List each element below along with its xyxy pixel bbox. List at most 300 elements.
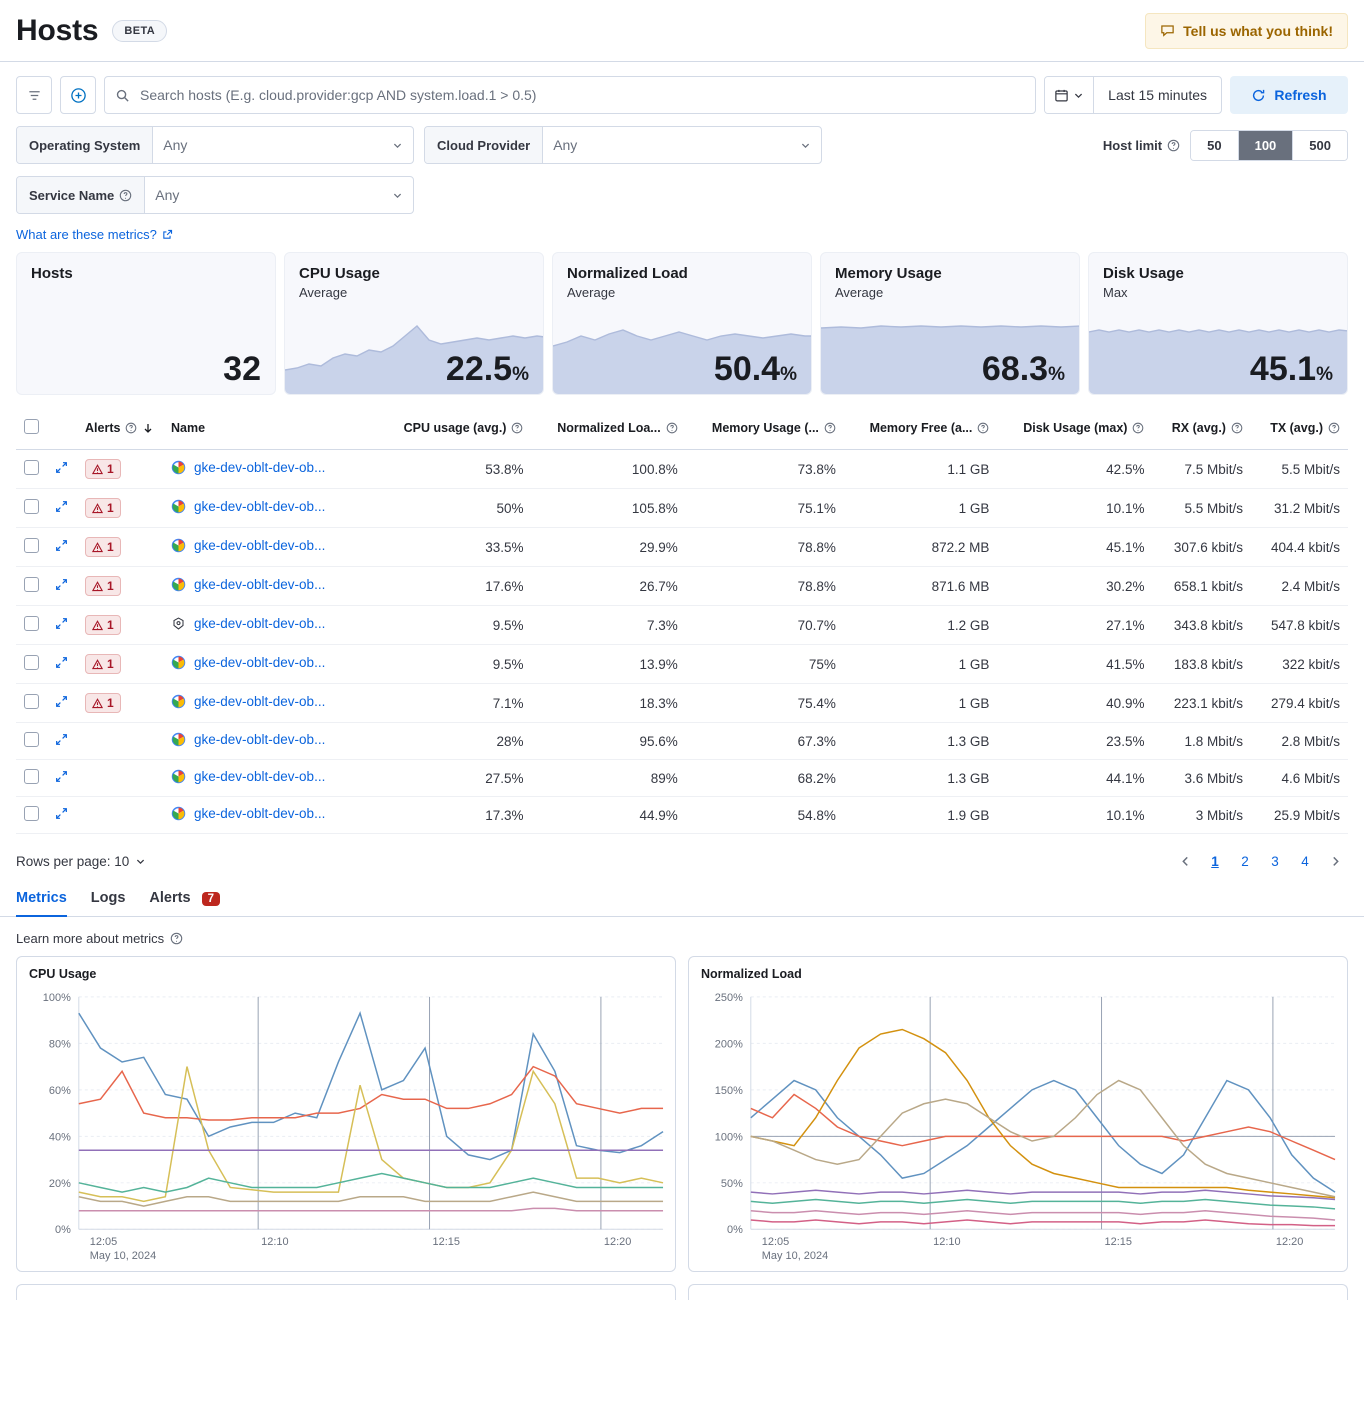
alert-count-badge[interactable] — [85, 693, 121, 713]
row-expand-cell — [47, 528, 77, 567]
row-tx: 404.4 kbit/s — [1251, 528, 1348, 567]
svg-text:100%: 100% — [42, 991, 71, 1004]
cloud-provider-selected: Any — [553, 137, 578, 153]
th-select-all — [16, 411, 47, 450]
question-circle-icon[interactable] — [977, 422, 989, 434]
chart-area[interactable] — [689, 983, 1347, 1271]
th-disk-label: Disk Usage (max) — [1023, 421, 1128, 435]
row-select-cell — [16, 450, 47, 489]
calendar-icon — [1054, 88, 1069, 103]
row-expand-cell — [47, 645, 77, 684]
kpi-row — [0, 242, 1364, 395]
row-checkbox[interactable] — [24, 694, 39, 709]
th-alerts[interactable] — [77, 411, 163, 450]
chevron-down-icon — [392, 190, 403, 201]
row-normalized-load: 44.9% — [531, 797, 685, 834]
table-row[interactable] — [16, 760, 1348, 797]
chevron-down-icon — [800, 140, 811, 151]
row-normalized-load: 100.8% — [531, 450, 685, 489]
row-select-cell — [16, 723, 47, 760]
alert-count-badge[interactable] — [85, 654, 121, 674]
row-memory-usage: 75.1% — [686, 489, 844, 528]
chevron-down-icon — [135, 856, 146, 867]
kpi-hosts — [16, 252, 276, 395]
row-memory-usage: 73.8% — [686, 450, 844, 489]
question-circle-icon[interactable] — [170, 932, 183, 945]
warning-triangle-icon — [92, 503, 103, 514]
table-row[interactable] — [16, 684, 1348, 723]
row-cpu-usage: 17.6% — [378, 567, 531, 606]
table-row[interactable] — [16, 645, 1348, 684]
row-normalized-load: 26.7% — [531, 567, 685, 606]
alert-count-badge[interactable] — [85, 576, 121, 596]
row-expand-cell — [47, 760, 77, 797]
alert-count-badge[interactable] — [85, 537, 121, 557]
row-cpu-usage: 53.8% — [378, 450, 531, 489]
what-are-these-metrics-link[interactable] — [16, 227, 173, 242]
svg-text:40%: 40% — [48, 1131, 71, 1144]
row-name-cell — [163, 645, 378, 684]
filters-bar — [0, 62, 1364, 214]
row-alerts-cell — [77, 797, 163, 834]
alert-count: 1 — [107, 501, 114, 515]
row-rx: 343.8 kbit/s — [1152, 606, 1251, 645]
svg-text:0%: 0% — [726, 1224, 743, 1237]
row-checkbox[interactable] — [24, 538, 39, 553]
row-name-cell — [163, 567, 378, 606]
beta-badge: BETA — [112, 20, 167, 42]
operating-system-value[interactable] — [153, 127, 413, 163]
gcp-icon — [171, 577, 186, 592]
comment-icon — [1160, 23, 1175, 38]
question-circle-icon[interactable] — [1328, 422, 1340, 434]
row-tx: 547.8 kbit/s — [1251, 606, 1348, 645]
th-rx-label: RX (avg.) — [1171, 421, 1226, 435]
host-limit-option-500[interactable]: 500 — [1293, 131, 1347, 160]
row-memory-free: 1 GB — [844, 489, 997, 528]
row-rx: 307.6 kbit/s — [1152, 528, 1251, 567]
row-select-cell — [16, 797, 47, 834]
chevron-down-icon — [392, 140, 403, 151]
alert-count: 1 — [107, 462, 114, 476]
kpi-value — [446, 352, 529, 386]
row-disk-usage: 27.1% — [997, 606, 1152, 645]
gcp-icon — [171, 769, 186, 784]
alert-count: 1 — [107, 657, 114, 671]
cloud-provider-value[interactable] — [543, 127, 821, 163]
title-group — [16, 14, 167, 48]
row-disk-usage: 42.5% — [997, 450, 1152, 489]
row-checkbox[interactable] — [24, 577, 39, 592]
add-filter-button[interactable] — [60, 76, 96, 114]
host-name-link[interactable]: gke-dev-oblt-dev-ob... — [194, 694, 326, 709]
row-select-cell — [16, 489, 47, 528]
row-name-cell — [163, 450, 378, 489]
question-circle-icon[interactable] — [1167, 139, 1180, 152]
row-cpu-usage: 27.5% — [378, 760, 531, 797]
row-rx: 223.1 kbit/s — [1152, 684, 1251, 723]
question-circle-icon[interactable] — [125, 422, 137, 434]
alert-count-badge[interactable] — [85, 459, 121, 479]
row-expand-cell — [47, 489, 77, 528]
hosts-table — [16, 411, 1348, 834]
service-name-label — [17, 177, 145, 213]
expand-row-icon[interactable] — [55, 578, 68, 591]
question-circle-icon[interactable] — [119, 189, 132, 202]
th-rx[interactable] — [1152, 411, 1251, 450]
learn-more-label: Learn more about metrics — [16, 931, 165, 946]
table-row[interactable] — [16, 528, 1348, 567]
question-circle-icon[interactable] — [824, 422, 836, 434]
row-alerts-cell — [77, 723, 163, 760]
service-name-text: Service Name — [29, 187, 115, 203]
kpi-cpu-usage — [284, 252, 544, 395]
row-memory-free: 1.1 GB — [844, 450, 997, 489]
kpi-disk-usage — [1088, 252, 1348, 395]
service-name-value[interactable] — [145, 177, 413, 213]
svg-text:12:10: 12:10 — [261, 1236, 289, 1249]
row-memory-free: 1.3 GB — [844, 760, 997, 797]
row-cpu-usage: 9.5% — [378, 606, 531, 645]
rows-per-page-button[interactable] — [16, 854, 146, 869]
host-name-link[interactable]: gke-dev-oblt-dev-ob... — [194, 806, 326, 821]
warning-triangle-icon — [92, 542, 103, 553]
row-memory-usage: 67.3% — [686, 723, 844, 760]
metrics-link-label: What are these metrics? — [16, 227, 157, 242]
kpi-subtitle: Average — [567, 285, 616, 300]
search-row — [16, 76, 1348, 114]
row-checkbox[interactable] — [24, 655, 39, 670]
row-rx: 7.5 Mbit/s — [1152, 450, 1251, 489]
gcp-icon — [171, 694, 186, 709]
tab-alerts[interactable] — [149, 884, 220, 916]
question-circle-icon[interactable] — [666, 422, 678, 434]
warning-triangle-icon — [92, 620, 103, 631]
detail-tabs — [0, 874, 1364, 917]
kpi-value — [1250, 352, 1333, 386]
row-name-cell — [163, 684, 378, 723]
row-rx: 183.8 kbit/s — [1152, 645, 1251, 684]
table-row[interactable] — [16, 567, 1348, 606]
table-row[interactable] — [16, 450, 1348, 489]
row-normalized-load: 29.9% — [531, 528, 685, 567]
expand-row-icon[interactable] — [55, 770, 68, 783]
kpi-subtitle: Average — [835, 285, 884, 300]
kpi-title: Memory Usage — [835, 265, 942, 282]
row-memory-free: 1.3 GB — [844, 723, 997, 760]
kpi-value — [982, 352, 1065, 386]
row-disk-usage: 10.1% — [997, 489, 1152, 528]
kpi-number: 32 — [223, 350, 261, 388]
question-circle-icon[interactable] — [1231, 422, 1243, 434]
svg-text:12:15: 12:15 — [1104, 1236, 1132, 1249]
row-alerts-cell — [77, 760, 163, 797]
row-cpu-usage: 7.1% — [378, 684, 531, 723]
rows-per-page-label: Rows per page: 10 — [16, 853, 130, 869]
host-limit-options — [1190, 130, 1348, 161]
search-input[interactable] — [138, 86, 1025, 104]
row-checkbox[interactable] — [24, 769, 39, 784]
svg-text:60%: 60% — [48, 1084, 71, 1097]
filter-selects-row — [16, 126, 1348, 164]
question-circle-icon[interactable] — [1132, 422, 1144, 434]
th-tx[interactable] — [1251, 411, 1348, 450]
row-select-cell — [16, 760, 47, 797]
row-alerts-cell — [77, 645, 163, 684]
svg-text:100%: 100% — [714, 1131, 743, 1144]
plus-circle-icon — [70, 87, 87, 104]
kpi-unit: % — [1048, 364, 1065, 385]
host-name-link[interactable]: gke-dev-oblt-dev-ob... — [194, 655, 326, 670]
metrics-help-row — [0, 214, 1364, 242]
row-name-cell — [163, 723, 378, 760]
row-memory-usage: 78.8% — [686, 567, 844, 606]
kpi-subtitle: Max — [1103, 285, 1128, 300]
row-tx: 2.8 Mbit/s — [1251, 723, 1348, 760]
row-disk-usage: 10.1% — [997, 797, 1152, 834]
row-checkbox[interactable] — [24, 460, 39, 475]
filter-icon — [27, 88, 42, 103]
row-memory-usage: 68.2% — [686, 760, 844, 797]
feedback-button[interactable] — [1145, 13, 1348, 49]
svg-text:May 10, 2024: May 10, 2024 — [761, 1250, 829, 1263]
row-expand-cell — [47, 606, 77, 645]
row-alerts-cell — [77, 606, 163, 645]
expand-row-icon[interactable] — [55, 656, 68, 669]
refresh-icon — [1251, 88, 1266, 103]
row-cpu-usage: 28% — [378, 723, 531, 760]
row-checkbox[interactable] — [24, 499, 39, 514]
row-normalized-load: 95.6% — [531, 723, 685, 760]
row-select-cell — [16, 606, 47, 645]
alert-count: 1 — [107, 618, 114, 632]
chart-area[interactable] — [17, 983, 675, 1271]
row-memory-usage: 70.7% — [686, 606, 844, 645]
tab-logs[interactable] — [91, 884, 126, 916]
refresh-button[interactable] — [1230, 76, 1348, 114]
row-memory-usage: 54.8% — [686, 797, 844, 834]
th-name[interactable] — [163, 411, 378, 450]
row-expand-cell — [47, 684, 77, 723]
warning-triangle-icon — [92, 659, 103, 670]
row-disk-usage: 41.5% — [997, 645, 1152, 684]
row-name-cell — [163, 606, 378, 645]
svg-text:12:20: 12:20 — [1275, 1236, 1304, 1249]
chart-panel-next-right — [688, 1284, 1348, 1300]
row-memory-free: 872.2 MB — [844, 528, 997, 567]
row-alerts-cell — [77, 450, 163, 489]
host-limit-option-50[interactable]: 50 — [1191, 131, 1238, 160]
cloud-provider-filter[interactable] — [424, 126, 822, 164]
search-box[interactable] — [104, 76, 1036, 114]
table-row[interactable] — [16, 489, 1348, 528]
svg-text:12:05: 12:05 — [761, 1236, 790, 1249]
service-name-selected: Any — [155, 187, 180, 203]
kpi-number: 50.4 — [713, 350, 781, 388]
row-normalized-load: 18.3% — [531, 684, 685, 723]
kpi-number: 45.1 — [1249, 350, 1317, 388]
charts-row — [0, 946, 1364, 1272]
charts-row-second — [0, 1272, 1364, 1300]
host-name-link[interactable]: gke-dev-oblt-dev-ob... — [194, 499, 326, 514]
row-tx: 4.6 Mbit/s — [1251, 760, 1348, 797]
pagination-page-4[interactable]: 4 — [1301, 853, 1309, 869]
row-memory-free: 1.2 GB — [844, 606, 997, 645]
svg-text:12:15: 12:15 — [432, 1236, 460, 1249]
row-memory-free: 1 GB — [844, 684, 997, 723]
chart-panel-normalized-load — [688, 956, 1348, 1272]
gcp-icon — [171, 499, 186, 514]
row-cpu-usage: 33.5% — [378, 528, 531, 567]
expand-row-icon[interactable] — [55, 695, 68, 708]
date-picker-calendar-button[interactable] — [1045, 77, 1094, 113]
table-row[interactable] — [16, 606, 1348, 645]
row-memory-usage: 75.4% — [686, 684, 844, 723]
svg-text:80%: 80% — [48, 1038, 71, 1051]
service-name-filter[interactable] — [16, 176, 414, 214]
date-picker[interactable] — [1044, 76, 1222, 114]
svg-text:150%: 150% — [714, 1084, 743, 1097]
svg-text:May 10, 2024: May 10, 2024 — [89, 1250, 157, 1263]
row-tx: 2.4 Mbit/s — [1251, 567, 1348, 606]
th-normalized-load[interactable] — [531, 411, 685, 450]
th-memory-free[interactable] — [844, 411, 997, 450]
alert-count-badge[interactable] — [85, 615, 121, 635]
th-memory-free-label: Memory Free (a... — [869, 421, 973, 435]
row-rx: 658.1 kbit/s — [1152, 567, 1251, 606]
row-expand-cell — [47, 450, 77, 489]
service-name-row — [16, 176, 1348, 214]
row-alerts-cell — [77, 489, 163, 528]
row-normalized-load: 13.9% — [531, 645, 685, 684]
row-select-cell — [16, 684, 47, 723]
host-limit-option-100[interactable]: 100 — [1239, 131, 1294, 160]
table-head — [16, 411, 1348, 450]
table-row[interactable] — [16, 723, 1348, 760]
kpi-unit: % — [780, 364, 797, 385]
kpi-title: Normalized Load — [567, 265, 688, 282]
host-name-link[interactable]: gke-dev-oblt-dev-ob... — [194, 769, 326, 784]
host-name-link[interactable]: gke-dev-oblt-dev-ob... — [194, 616, 326, 631]
row-alerts-cell — [77, 567, 163, 606]
tab-metrics[interactable] — [16, 884, 67, 916]
row-alerts-cell — [77, 528, 163, 567]
row-disk-usage: 30.2% — [997, 567, 1152, 606]
expand-row-icon[interactable] — [55, 461, 68, 474]
chart-title: CPU Usage — [29, 967, 97, 981]
page-header — [0, 0, 1364, 62]
pagination-page-1[interactable]: 1 — [1211, 853, 1219, 869]
feedback-label: Tell us what you think! — [1183, 22, 1333, 39]
chart-panel-next-left — [16, 1284, 676, 1300]
kubernetes-icon — [171, 616, 186, 631]
th-cpu-usage[interactable] — [378, 411, 531, 450]
row-checkbox[interactable] — [24, 806, 39, 821]
gcp-icon — [171, 732, 186, 747]
kpi-title: CPU Usage — [299, 265, 380, 282]
kpi-memory-usage — [820, 252, 1080, 395]
alert-count-badge[interactable] — [85, 498, 121, 518]
row-cpu-usage: 17.3% — [378, 797, 531, 834]
tab-logs-label: Logs — [90, 890, 126, 906]
th-alerts-label: Alerts — [85, 421, 121, 435]
page-title: Hosts — [16, 13, 99, 47]
row-tx: 5.5 Mbit/s — [1251, 450, 1348, 489]
pagination-page-3[interactable]: 3 — [1271, 853, 1279, 869]
row-rx: 5.5 Mbit/s — [1152, 489, 1251, 528]
host-limit-label — [1103, 138, 1180, 153]
row-select-cell — [16, 567, 47, 606]
expand-row-icon[interactable] — [55, 500, 68, 513]
row-normalized-load: 105.8% — [531, 489, 685, 528]
row-name-cell — [163, 528, 378, 567]
date-range-text[interactable]: Last 15 minutes — [1108, 87, 1207, 103]
row-checkbox[interactable] — [24, 616, 39, 631]
row-name-cell — [163, 489, 378, 528]
th-memory-usage[interactable] — [686, 411, 844, 450]
hosts-table-container — [0, 395, 1364, 834]
row-memory-usage: 75% — [686, 645, 844, 684]
th-disk-usage[interactable] — [997, 411, 1152, 450]
operating-system-selected: Any — [163, 137, 188, 153]
svg-text:12:05: 12:05 — [89, 1236, 118, 1249]
row-normalized-load: 89% — [531, 760, 685, 797]
expand-row-icon[interactable] — [55, 617, 68, 630]
pagination-next[interactable] — [1322, 848, 1348, 874]
status-badge: 7 — [202, 892, 220, 906]
chart-title: Normalized Load — [701, 967, 802, 981]
pagination-page-2[interactable]: 2 — [1241, 853, 1249, 869]
svg-text:50%: 50% — [720, 1177, 743, 1190]
operating-system-filter[interactable] — [16, 126, 414, 164]
row-memory-usage: 78.8% — [686, 528, 844, 567]
row-expand-cell — [47, 723, 77, 760]
row-memory-free: 1.9 GB — [844, 797, 997, 834]
host-name-link[interactable]: gke-dev-oblt-dev-ob... — [194, 538, 326, 553]
chevron-down-icon — [1073, 90, 1084, 101]
learn-more-row — [0, 917, 1364, 946]
sort-descending-icon[interactable] — [142, 422, 154, 434]
alert-count: 1 — [107, 540, 114, 554]
expand-row-icon[interactable] — [55, 733, 68, 746]
kpi-title: Disk Usage — [1103, 265, 1184, 282]
kpi-normalized-load — [552, 252, 812, 395]
pagination-controls — [1172, 848, 1348, 874]
expand-row-icon[interactable] — [55, 539, 68, 552]
host-name-link[interactable]: gke-dev-oblt-dev-ob... — [194, 732, 326, 747]
refresh-label: Refresh — [1274, 87, 1327, 103]
row-memory-free: 1 GB — [844, 645, 997, 684]
th-name-label: Name — [171, 421, 206, 435]
kpi-number: 22.5 — [445, 350, 513, 388]
row-checkbox[interactable] — [24, 732, 39, 747]
svg-text:250%: 250% — [714, 991, 743, 1004]
expand-row-icon[interactable] — [55, 807, 68, 820]
table-row[interactable] — [16, 797, 1348, 834]
tab-alerts-label: Alerts — [149, 890, 191, 906]
host-name-link[interactable]: gke-dev-oblt-dev-ob... — [194, 577, 326, 592]
pagination-prev[interactable] — [1172, 848, 1198, 874]
filter-icon-button[interactable] — [16, 76, 52, 114]
th-memory-label: Memory Usage (... — [711, 421, 819, 435]
row-tx: 322 kbit/s — [1251, 645, 1348, 684]
host-name-link[interactable]: gke-dev-oblt-dev-ob... — [194, 460, 326, 475]
row-disk-usage: 23.5% — [997, 723, 1152, 760]
row-rx: 3.6 Mbit/s — [1152, 760, 1251, 797]
question-circle-icon[interactable] — [511, 422, 523, 434]
row-name-cell — [163, 760, 378, 797]
select-all-checkbox[interactable] — [24, 419, 39, 434]
